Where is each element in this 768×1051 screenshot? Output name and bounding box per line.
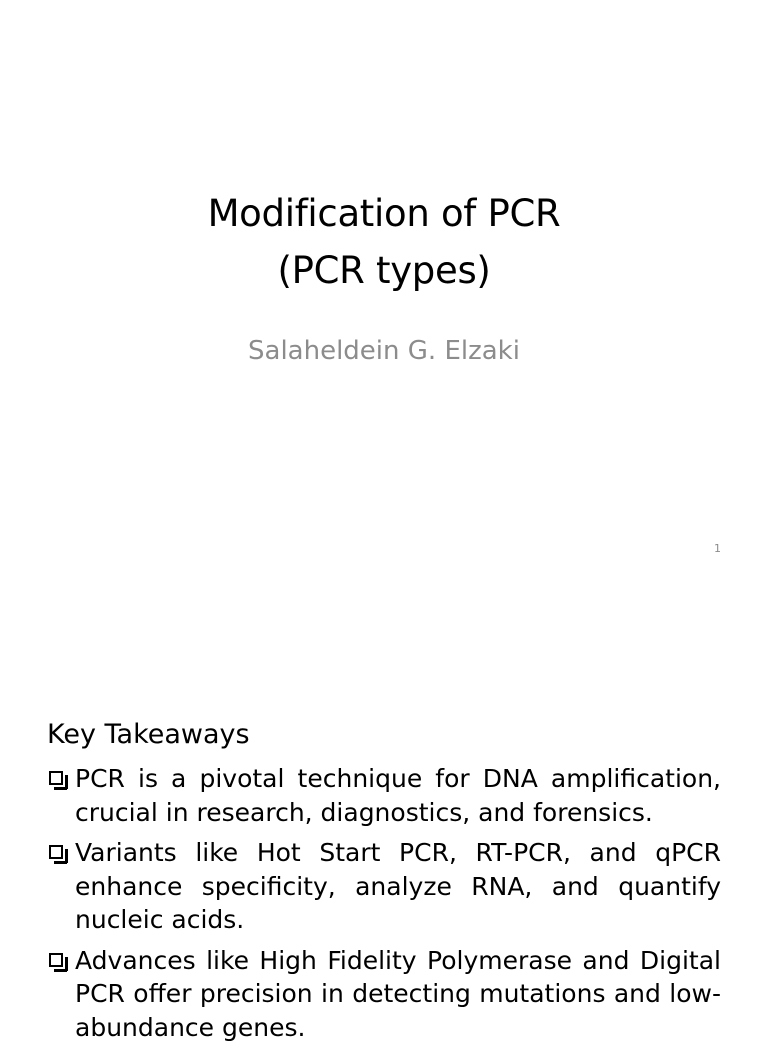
takeaway-item-3 [47, 944, 721, 1045]
slide-subtitle-author: Salaheldein G. Elzaki [248, 336, 520, 366]
checkbox-square-icon [49, 953, 63, 967]
key-takeaways-heading: Key Takeaways [47, 719, 250, 750]
takeaway-text-2: Variants like Hot Start PCR, RT-PCR, and qPCR enhance specificity, analyze RNA, and quantify nucleic acids. [75, 838, 721, 934]
takeaway-text-3: Advances like High Fidelity Polymerase and Digital PCR offer precision in detecting mutations and low-abundance genes. [75, 945, 721, 1042]
takeaway-text-1: PCR is a pivotal technique for DNA amplification, crucial in research, diagnostics, and forensics. [75, 764, 721, 827]
takeaway-item-2 [47, 836, 721, 937]
slide-title-line-2: (PCR types) [277, 249, 491, 292]
checkbox-square-icon [49, 771, 63, 785]
slide-title-line-1: Modification of PCR [207, 192, 561, 235]
key-takeaways-slide [0, 576, 768, 1042]
checkbox-square-icon [49, 845, 63, 859]
page-number: 1 [714, 542, 721, 555]
takeaway-item-1 [47, 762, 721, 829]
takeaways-list [47, 762, 721, 1051]
